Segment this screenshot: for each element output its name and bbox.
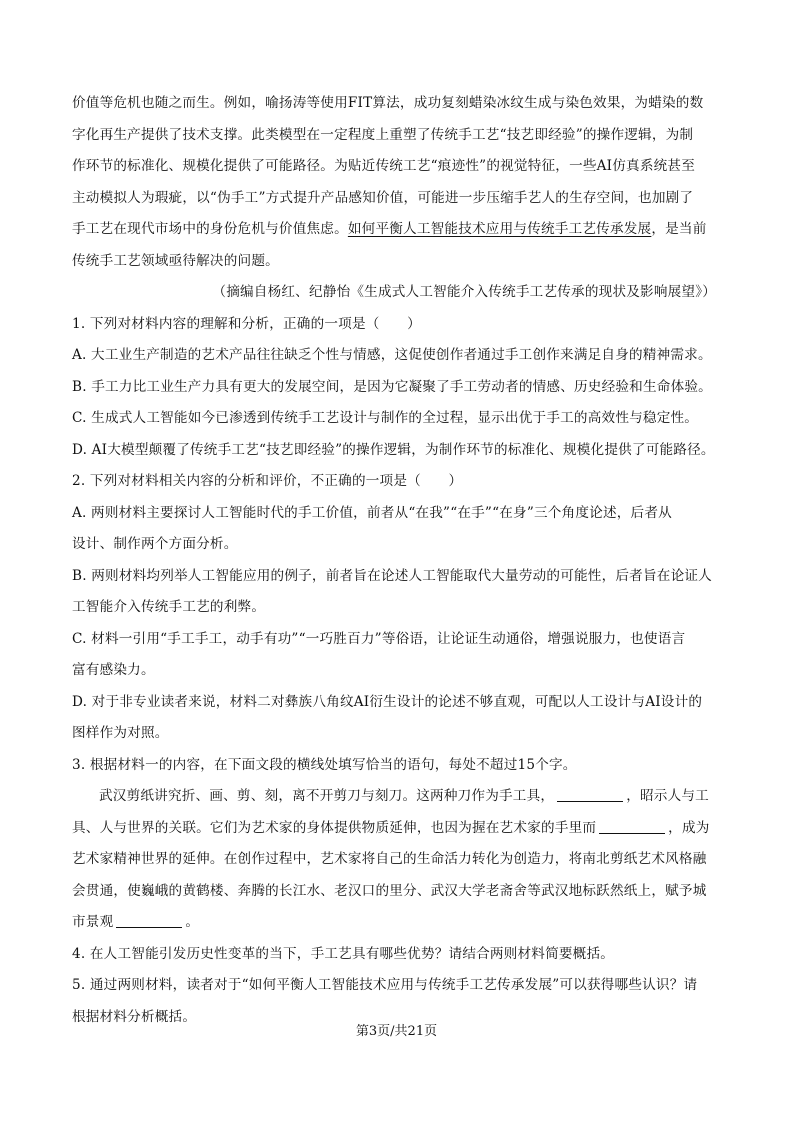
fill-blank-2[interactable] <box>599 819 665 834</box>
question-1-option-c: C. 生成式人工智能如今已渗透到传统手工艺设计与制作的全过程，显示出优于手工的高效性与稳定性。 <box>72 410 699 426</box>
document-page <box>72 88 722 1033</box>
source-citation: （摘编自杨红、纪静怡《生成式人工智能介入传统手工艺传承的现状及影响展望》） <box>212 284 716 300</box>
question-3-passage-line <box>72 813 722 845</box>
question-2-stem: 2. 下列对材料相关内容的分析和评价，不正确的一项是（ ） <box>72 473 463 489</box>
passage-line: 主动模拟人为瑕疵，以“伪手工”方式提升产品感知价值，可能进一步压缩手艺人的生存空间，也加剧了 <box>72 189 694 206</box>
fill-blank-1[interactable] <box>557 787 623 802</box>
question-2-option-d-cont: 图样作为对照。 <box>72 725 169 741</box>
question-5-stem: 5. 通过两则材料，读者对于“如何平衡人工智能技术应用与传统手工艺传承发展”可以获得哪些认识？请 <box>72 977 698 993</box>
question-3-passage-line: 会贯通，使巍峨的黄鹤楼、奔腾的长江水、老汉口的里分、武汉大学老斋舍等武汉地标跃然纸上，赋予城 <box>72 882 707 899</box>
page-number: 第3页/共21页 <box>355 1024 438 1039</box>
question-2-option-a-cont: 设计、制作两个方面分析。 <box>72 536 238 552</box>
question-3-stem: 3. 根据材料一的内容，在下面文段的横线处填写恰当的语句，每处不超过15个字。 <box>72 756 577 773</box>
question-1-stem: 1. 下列对材料内容的理解和分析，正确的一项是（ ） <box>72 315 421 332</box>
question-2-option-a: A. 两则材料主要探讨人工智能时代的手工价值，前者从“在我”“在手”“在身”三个角度论述，后者从 <box>72 504 672 521</box>
question-1-option-d: D. AI大模型颠覆了传统手工艺“技艺即经验”的操作逻辑，为制作环节的标准化、规模化提供了可能路径。 <box>72 441 715 458</box>
underlined-key-question: 如何平衡人工智能技术应用与传统手工艺传承发展 <box>347 221 652 237</box>
passage-line: 字化再生产提供了技术支撑。此类模型在一定程度上重塑了传统手工艺“技艺即经验”的操作逻辑，为制 <box>72 126 694 143</box>
passage-text: 手工艺在现代市场中的身份危机与价值焦虑。 <box>72 221 348 237</box>
passage-text: ，成为 <box>668 819 710 836</box>
passage-line <box>72 214 722 246</box>
question-2-option-d: D. 对于非专业读者来说，材料二对彝族八角纹AI衍生设计的论述不够直观，可配以人工设计与AI设计的 <box>72 693 703 710</box>
passage-text: ，是当前 <box>651 221 707 237</box>
passage-text: 具、人与世界的关联。它们为艺术家的身体提供物质延伸，也因为握在艺术家的手里而 <box>72 819 597 836</box>
question-3-passage-line <box>72 907 722 939</box>
question-2-option-b: B. 两则材料均列举人工智能应用的例子，前者旨在论述人工智能取代大量劳动的可能性，后者旨在论证人 <box>72 567 712 584</box>
question-3-passage-line: 艺术家精神世界的延伸。在创作过程中，艺术家将自己的生命活力转化为创造力，将南北剪纸艺术风格融 <box>72 851 707 867</box>
question-4-stem: 4. 在人工智能引发历史性变革的当下，手工艺具有哪些优势？请结合两则材料简要概括。 <box>72 945 615 962</box>
question-2-option-c-cont: 富有感染力。 <box>72 662 155 678</box>
fill-blank-3[interactable] <box>116 913 182 928</box>
passage-text: ，昭示人与工 <box>626 788 709 804</box>
question-1-option-b: B. 手工力比工业生产力具有更大的发展空间，是因为它凝聚了手工劳动者的情感、历史经验和生命体验。 <box>72 378 712 395</box>
question-1-option-a: A. 大工业生产制造的艺术产品往往缺乏个性与情感，这促使创作者通过手工创作来满足自身的精神需求。 <box>72 347 712 363</box>
passage-text: 。 <box>185 914 200 930</box>
passage-text: 武汉剪纸讲究折、画、剪、刻，离不开剪刀与刻刀。这两种刀作为手工具， <box>99 788 555 804</box>
passage-line: 传统手工艺领域亟待解决的问题。 <box>72 252 279 269</box>
passage-line: 作环节的标准化、规模化提供了可能路径。为贴近传统工艺“痕迹性”的视觉特征，一些AI仿真系统甚至 <box>72 158 696 174</box>
question-2-option-b-cont: 工智能介入传统手工艺的利弊。 <box>72 599 266 615</box>
passage-text: 市景观 <box>72 914 114 930</box>
question-3-passage-line <box>72 781 722 813</box>
question-5-stem-cont: 根据材料分析概括。 <box>72 1008 197 1025</box>
passage-line: 价值等危机也随之而生。例如，喻扬涛等使用FIT算法，成功复刻蜡染冰纹生成与染色效果，为蜡染的数 <box>72 95 704 111</box>
question-2-option-c: C. 材料一引用“手工手工，动手有功”“一巧胜百力”等俗语，让论证生动通俗，增强说服力，也使语言 <box>72 630 686 647</box>
